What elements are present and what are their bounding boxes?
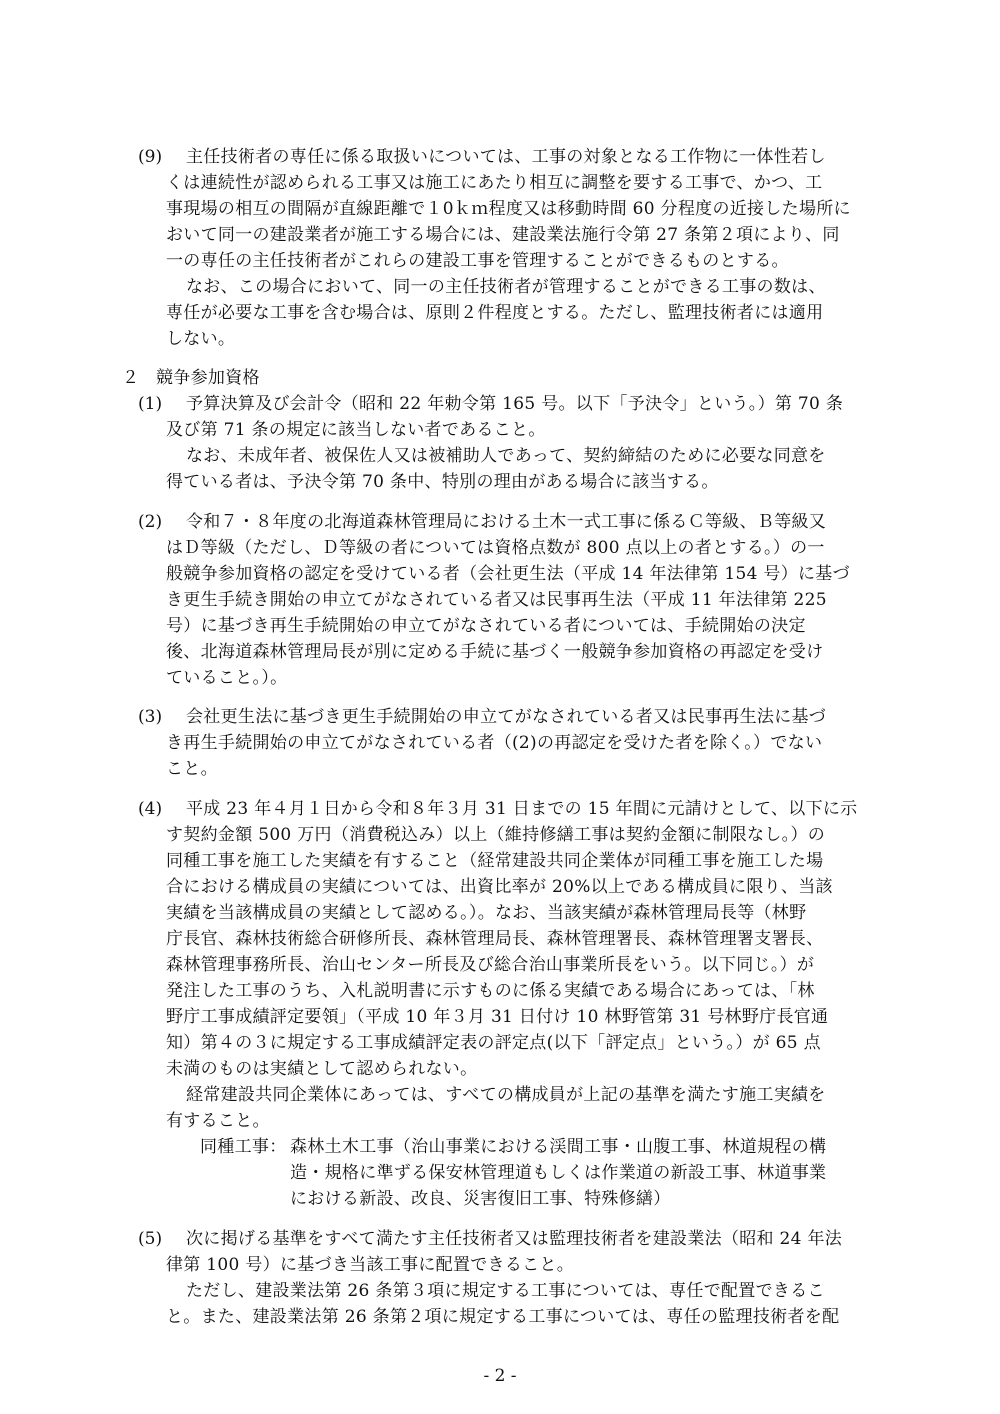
item-2-line: 般競争参加資格の認定を受けている者（会社更生法（平成 14 年法律第 154 号）に基づ xyxy=(166,564,850,584)
item-5-line: と。また、建設業法第 26 条第２項に規定する工事については、専任の監理技術者を配 xyxy=(166,1307,840,1327)
item-4-line: 同種工事を施工した実績を有すること（経常建設共同企業体が同種工事を施工した場 xyxy=(166,851,824,871)
item-4-line: 知）第４の３に規定する工事成績評定表の評定点(以下「評定点」という。）が 65 点 xyxy=(166,1033,821,1053)
item-2-line: 後、北海道森林管理局長が別に定める手続に基づく一般競争参加資格の再認定を受け xyxy=(166,642,824,662)
item-1-line: 予算決算及び会計令（昭和 22 年勅令第 165 号。以下「予決令」という。）第 70 条 xyxy=(186,394,844,414)
item-2-line: ていること。）。 xyxy=(166,668,288,688)
item-2-line: はＤ等級（ただし、Ｄ等級の者については資格点数が 800 点以上の者とする。）の一 xyxy=(166,538,825,558)
item-5-line: 次に掲げる基準をすべて満たす主任技術者又は監理技術者を建設業法（昭和 24 年法 xyxy=(186,1229,843,1249)
item-9-line: 主任技術者の専任に係る取扱いについては、工事の対象となる工作物に一体性若し xyxy=(186,147,826,167)
item-4-line: 合における構成員の実績については、出資比率が 20%以上である構成員に限り、当該 xyxy=(166,877,833,897)
item-4-line: 未満のものは実績として認められない。 xyxy=(166,1059,478,1079)
item-2-line: 令和７・８年度の北海道森林管理局における土木一式工事に係るＣ等級、Ｂ等級又 xyxy=(186,512,827,532)
item-4-line: 実績を当該構成員の実績として認める。）。なお、当該実績が森林管理局長等（林野 xyxy=(166,903,807,923)
item-9-line: しない。 xyxy=(166,329,236,349)
item-4-line: 平成 23 年４月１日から令和８年３月 31 日までの 15 年間に元請けとして、以下に示 xyxy=(186,799,858,819)
item-3-line: き再生手続開始の申立てがなされている者（(2)の再認定を受けた者を除く。）でない xyxy=(166,733,823,753)
item-3-marker: (3) xyxy=(138,707,163,727)
section-number: ２ xyxy=(122,368,139,388)
item-4-line: 経常建設共同企業体にあっては、すべての構成員が上記の基準を満たす施工実績を xyxy=(186,1085,826,1105)
item-2-line: き更生手続き開始の申立てがなされている者又は民事再生法（平成 11 年法律第 225 xyxy=(166,590,827,610)
item-9-line: おいて同一の建設業者が施工する場合には、建設業法施行令第 27 条第２項により、同 xyxy=(166,225,840,245)
item-2-marker: (2) xyxy=(138,512,163,532)
item-4-line: 発注した工事のうち、入札説明書に示すものに係る実績である場合にあっては、「林 xyxy=(166,981,815,1001)
item-9-line: 専任が必要な工事を含む場合は、原則２件程度とする。ただし、監理技術者には適用 xyxy=(166,303,824,323)
same-work-line: 森林土木工事（治山事業における渓間工事・山腹工事、林道規程の構 xyxy=(290,1137,827,1157)
item-4-line: 庁長官、森林技術総合研修所長、森林管理局長、森林管理署長、森林管理署支署長、 xyxy=(166,929,824,949)
item-5-marker: (5) xyxy=(138,1229,163,1249)
item-4-line: す契約金額 500 万円（消費税込み）以上（維持修繕工事は契約金額に制限なし。）の xyxy=(166,825,826,845)
item-9-line: 事現場の相互の間隔が直線距離で１0ｋｍ程度又は移動時間 60 分程度の近接した場所に xyxy=(166,199,851,219)
item-2-line: 号）に基づき再生手続開始の申立てがなされている者については、手続開始の決定 xyxy=(166,616,806,636)
item-1-line: 得ている者は、予決令第 70 条中、特別の理由がある場合に該当する。 xyxy=(166,472,719,492)
item-1-line: なお、未成年者、被保佐人又は被補助人であって、契約締結のために必要な同意を xyxy=(186,446,826,466)
item-1-marker: (1) xyxy=(138,394,163,414)
page-number: - 2 - xyxy=(483,1366,517,1386)
item-9-line: なお、この場合において、同一の主任技術者が管理することができる工事の数は、 xyxy=(186,277,826,297)
item-3-line: こと。 xyxy=(166,759,218,779)
item-4-marker: (4) xyxy=(138,799,163,819)
same-work-line: における新設、改良、災害復旧工事、特殊修繕） xyxy=(290,1189,671,1209)
same-work-label: 同種工事： xyxy=(200,1137,287,1157)
item-1-line: 及び第 71 条の規定に該当しない者であること。 xyxy=(166,420,546,440)
item-4-line: 有すること。 xyxy=(166,1111,270,1131)
item-5-line: 律第 100 号）に基づき当該工事に配置できること。 xyxy=(166,1255,575,1275)
item-9-marker: (9) xyxy=(138,147,163,167)
item-9-line: 一の専任の主任技術者がこれらの建設工事を管理することができるものとする。 xyxy=(166,251,789,271)
item-5-line: ただし、建設業法第 26 条第３項に規定する工事については、専任で配置できるこ xyxy=(186,1281,825,1301)
section-title: 競争参加資格 xyxy=(156,368,260,388)
item-9-line: くは連続性が認められる工事又は施工にあたり相互に調整を要する工事で、かつ、工 xyxy=(166,173,823,193)
item-4-line: 野庁工事成績評定要領」（平成 10 年３月 31 日付け 10 林野管第 31 号林野庁長官通 xyxy=(166,1007,829,1027)
item-3-line: 会社更生法に基づき更生手続開始の申立てがなされている者又は民事再生法に基づ xyxy=(186,707,827,727)
item-4-line: 森林管理事務所長、治山センター所長及び総合治山事業所長をいう。以下同じ。）が xyxy=(166,955,815,975)
same-work-line: 造・規格に準ずる保安林管理道もしくは作業道の新設工事、林道事業 xyxy=(290,1163,827,1183)
